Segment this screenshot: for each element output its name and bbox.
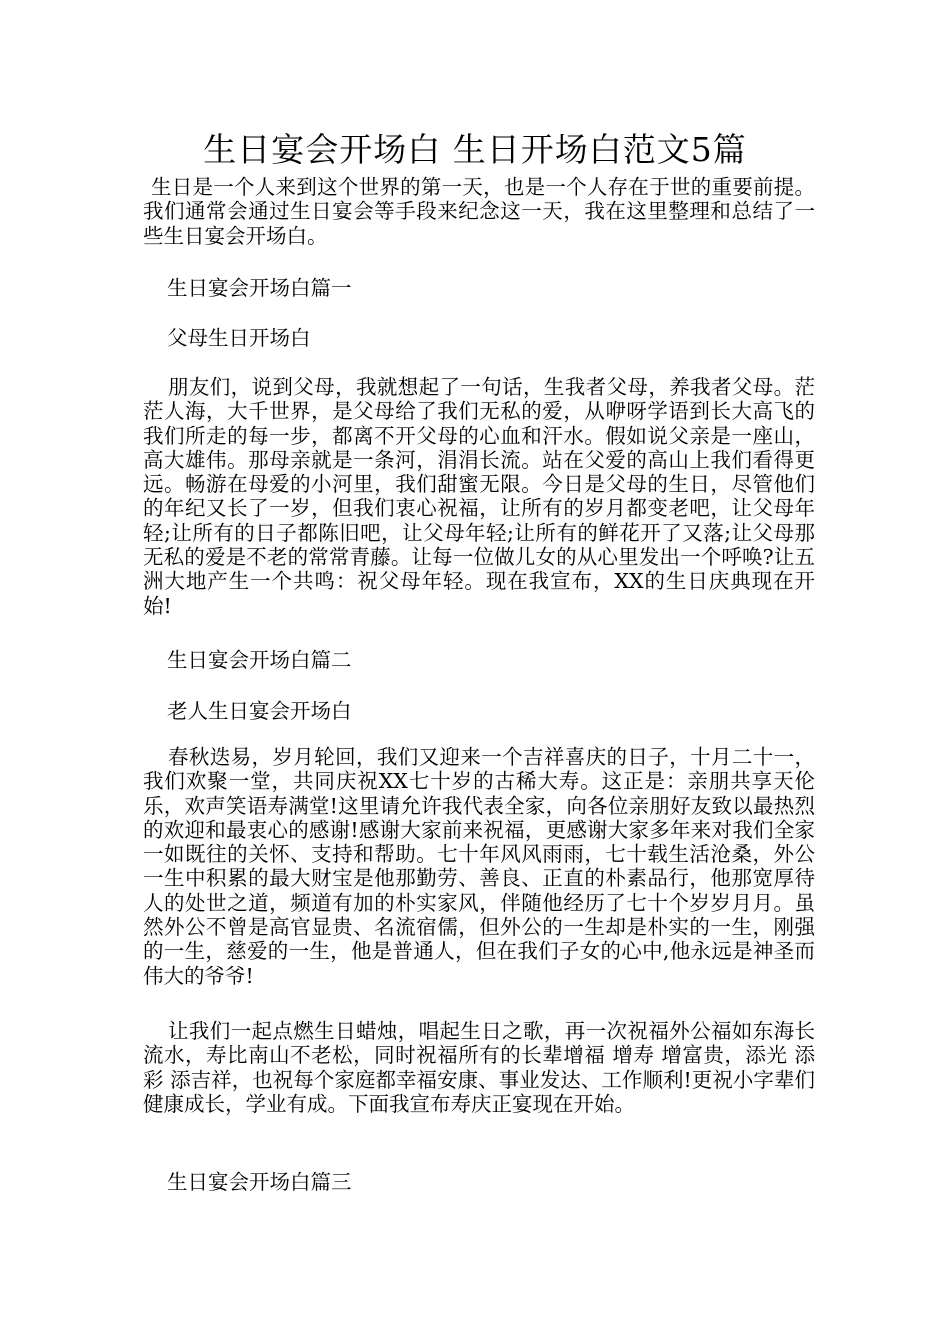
section-heading-1: 生日宴会开场白篇一 <box>167 276 352 300</box>
document-title: 生日宴会开场白 生日开场白范文5篇 <box>203 130 747 169</box>
section-heading-3: 生日宴会开场白篇三 <box>167 1170 352 1194</box>
section-subheading-1: 父母生日开场白 <box>167 326 311 350</box>
section-body-1: 朋友们，说到父母，我就想起了一句话，生我者父母，养我者父母。茫茫人海，大千世界，是父母给了我们无私的爱，从咿呀学语到长大高飞的我们所走的每一步，都离不开父母的心血和汗水。假如说父亲是一座山，高大雄伟。那母亲就是一条河，涓涓长流。站在父爱的高山上我们看得更远。畅游在母爱的小河里，我们甜蜜无限。今日是父母的生日，尽管他们的年纪又长了一岁，但我们衷心祝福，让所有的岁月都变老吧，让父母年轻;让所有的日子都陈旧吧，让父母年轻;让所有的鲜花开了又落;让父母那无私的爱是不老的常常青藤。让每一位做儿女的从心里发出一个呼唤?让五洲大地产生一个共鸣：祝父母年轻。现在我宣布，XX的生日庆典现在开始! <box>143 375 815 618</box>
section-body-2a: 春秋迭易，岁月轮回，我们又迎来一个吉祥喜庆的日子，十月二十一，我们欢聚一堂，共同庆祝XX七十岁的古稀大寿。这正是：亲朋共享天伦乐，欢声笑语寿满堂!这里请允许我代表全家，向各位亲朋好友致以最热烈的欢迎和最衷心的感谢!感谢大家前来祝福，更感谢大家多年来对我们全家一如既往的关怀、支持和帮助。七十年风风雨雨，七十载生活沧桑，外公一生中积累的最大财宝是他那勤劳、善良、正直的朴素品行，他那宽厚待人的处世之道，频道有加的朴实家风，伴随他经历了七十个岁岁月月。虽然外公不曾是高官显贵、名流宿儒，但外公的一生却是朴实的一生，刚强的一生，慈爱的一生，他是普通人，但在我们子女的心中,他永远是神圣而伟大的爷爷! <box>143 745 815 988</box>
section-subheading-2: 老人生日宴会开场白 <box>167 699 352 723</box>
section-heading-2: 生日宴会开场白篇二 <box>167 648 352 672</box>
intro-paragraph: 生日是一个人来到这个世界的第一天，也是一个人存在于世的重要前提。我们通常会通过生日宴会等手段来纪念这一天，我在这里整理和总结了一些生日宴会开场白。 <box>143 175 815 248</box>
section-body-2b: 让我们一起点燃生日蜡烛，唱起生日之歌，再一次祝福外公福如东海长流水，寿比南山不老松，同时祝福所有的长辈增福 增寿 增富贵，添光 添彩 添吉祥，也祝每个家庭都幸福安康、事业发达、工作顺利!更祝小字辈们健康成长，学业有成。下面我宣布寿庆正宴现在开始。 <box>143 1019 815 1116</box>
